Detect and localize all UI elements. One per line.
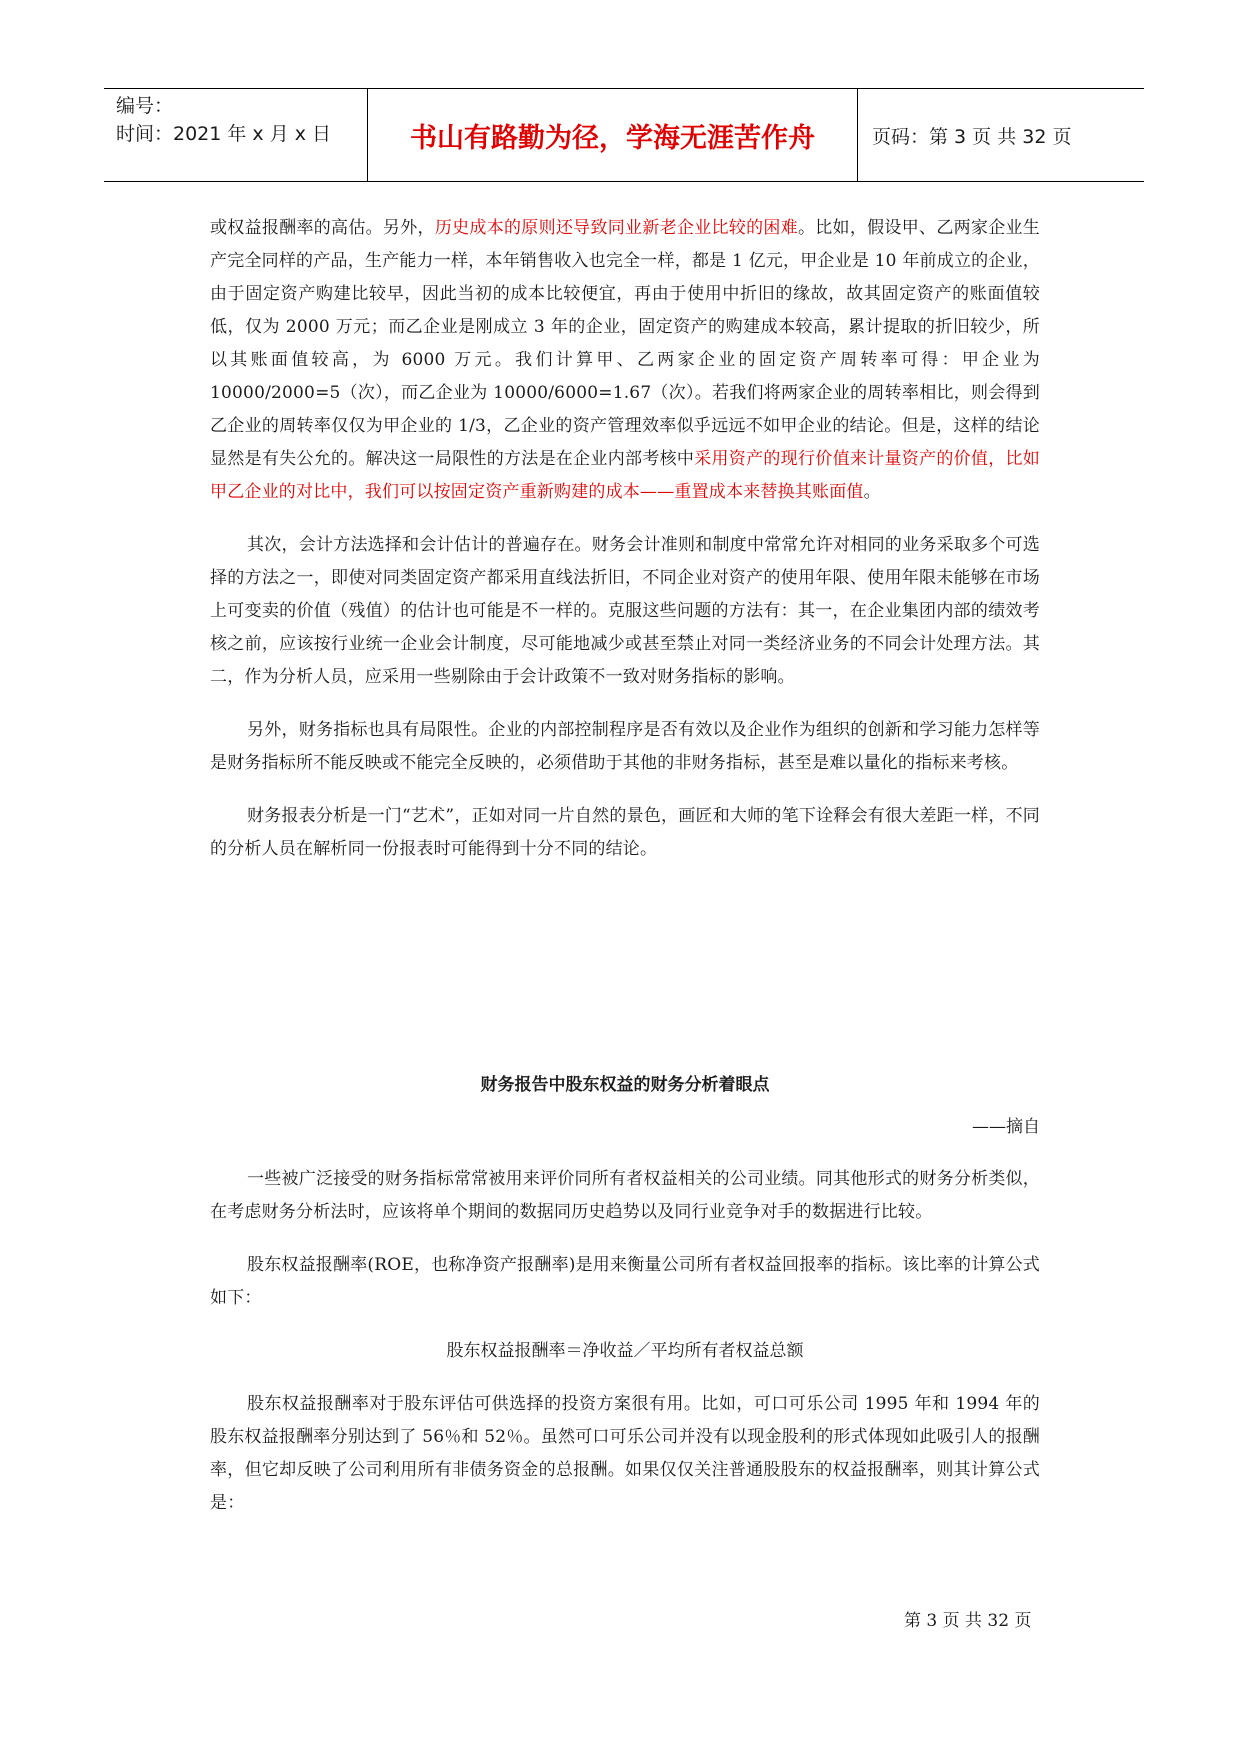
paragraph-1 <box>210 212 1040 509</box>
page-header <box>104 88 1144 182</box>
section-2-paragraph-2: 股东权益报酬率(ROE，也称净资产报酬率)是用来衡量公司所有者权益回报率的指标。该比率的计算公式如下： <box>210 1255 1041 1308</box>
section-source: ——摘自 <box>972 1117 1040 1137</box>
header-time: 时间：2021 年 x 月 x 日 <box>116 123 332 145</box>
paragraph-1-highlight-a: 历史成本的原则还导致同业新老企业比较的困难 <box>434 218 798 238</box>
header-meta <box>104 89 368 181</box>
section-2-body <box>210 1163 1040 1520</box>
section-2-paragraph-3: 股东权益报酬率对于股东评估可供选择的投资方案很有用。比如，可口可乐公司 1995 年和 1994 年的股东权益报酬率分别达到了 56％和 52％。虽然可口可乐公司并没有以现金股利的形式体现如此吸引人的报酬率，但它却反映了公司利用所有非债务资金的总报酬。如果仅仅关注普通股股东的权益报酬率，则其计算公式是： <box>210 1394 1040 1513</box>
paragraph-1-text-b: 。比如，假设甲、乙两家企业生产完全同样的产品，生产能力一样，本年销售收入也完全一样，都是 1 亿元，甲企业是 10 年前成立的企业，由于固定资产购建比较早，因此当初的成本比较便宜，再由于使用中折旧的缘故，故其固定资产的账面值较低，仅为 2000 万元；而乙企业是刚成立 3 年的企业，固定资产的购建成本较高，累计提取的折旧较少，所以其账面值较高，为 6000 万元。我们计算甲、乙两家企业的固定资产周转率可得：甲企业为 10000/2000=5（次），而乙企业为 10000/6000=1.67（次）。若我们将两家企业的周转率相比，则会得到乙企业的周转率仅仅为甲企业的 1/3，乙企业的资产管理效率似乎远远不如甲企业的结论。但是，这样的结论显然是有失公允的。解决这一局限性的方法是在企业内部考核中 <box>210 218 1040 469</box>
page-footer: 第 3 页 共 32 页 <box>904 1611 1032 1631</box>
paragraph-1-text-a: 或权益报酬率的高估。另外， <box>210 218 435 238</box>
paragraph-2: 其次，会计方法选择和会计估计的普遍存在。财务会计准则和制度中常常允许对相同的业务采取多个可选择的方法之一，即使对同类固定资产都采用直线法折旧，不同企业对资产的使用年限、使用年限未能够在市场上可变卖的价值（残值）的估计也可能是不一样的。克服这些问题的方法有：其一，在企业集团内部的绩效考核之前，应该按行业统一企业会计制度，尽可能地减少或甚至禁止对同一类经济业务的不同会计处理方法。其二，作为分析人员，应采用一些剔除由于会计政策不一致对财务指标的影响。 <box>210 535 1040 687</box>
paragraph-3: 另外，财务指标也具有局限性。企业的内部控制程序是否有效以及企业作为组织的创新和学习能力怎样等是财务指标所不能反映或不能完全反映的，必须借助于其他的非财务指标，甚至是难以量化的指标来考核。 <box>210 720 1040 773</box>
section-2-paragraph-1: 一些被广泛接受的财务指标常常被用来评价同所有者权益相关的公司业绩。同其他形式的财务分析类似，在考虑财务分析法时，应该将单个期间的数据同历史趋势以及同行业竞争对手的数据进行比较。 <box>210 1169 1040 1222</box>
roe-formula: 股东权益报酬率＝净收益／平均所有者权益总额 <box>446 1341 804 1361</box>
paragraph-4: 财务报表分析是一门“艺术”，正如对同一片自然的景色，画匠和大师的笔下诠释会有很大差距一样，不同的分析人员在解析同一份报表时可能得到十分不同的结论。 <box>210 806 1040 859</box>
section-title: 财务报告中股东权益的财务分析着眼点 <box>480 1075 770 1095</box>
header-motto: 书山有路勤为径，学海无涯苦作舟 <box>368 89 858 181</box>
paragraph-1-text-c: 。 <box>863 482 881 502</box>
header-page-number: 页码：第 3 页 共 32 页 <box>872 125 1072 148</box>
paragraph-1-highlight-b: 采用资产的现行价值来计量资产的价值，比如甲乙企业的对比中，我们可以按固定资产重新购建的成本——重置成本来替换其账面值 <box>210 449 1040 502</box>
document-body <box>210 212 1040 866</box>
header-number: 编号： <box>116 95 174 117</box>
